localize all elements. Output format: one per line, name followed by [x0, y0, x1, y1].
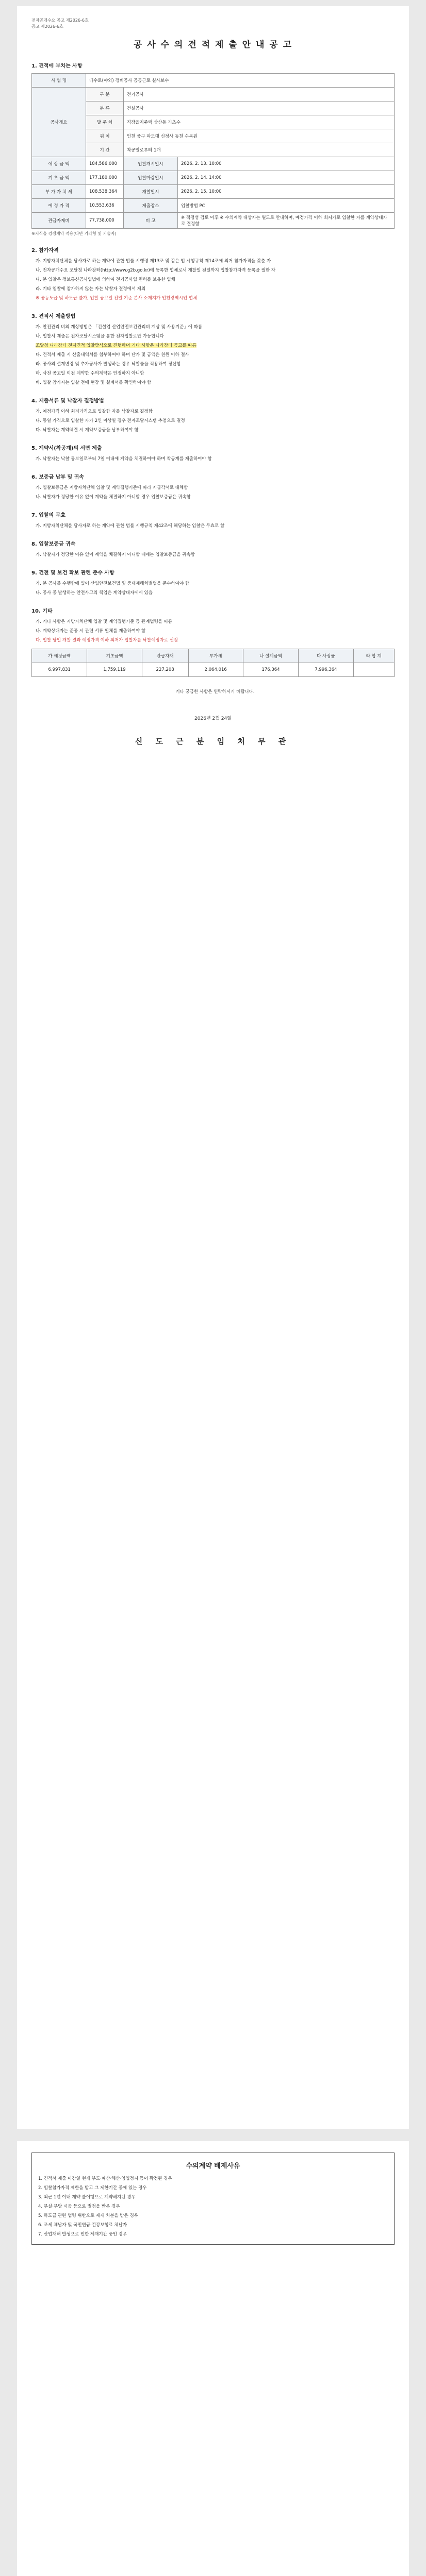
section-4-title: 4. 제출서류 및 낙찰자 결정방법: [31, 398, 104, 404]
exclusion-box: [31, 2153, 395, 2245]
page-exclusion: [17, 2141, 409, 2576]
bid-info-table: 사 업 명 배수로(야외) 정비공사 공공근로 실사보수 공사개요 구 분 전기공사 분 류 건설공사 발 주 처 직장을지주택 삼산동 기초수 위 치 인천 중구 파도대 신정사 동천 수목원 기 간 착공일로부터 1개 예 상 금 액 184,586,000 입찰개시일시 2026. 2. 13. 10:00 기 초 금 액 177,180,000 입찰마감일시 2026. 2. 14. 14:00 부 가 가 치 세 108,538,364 개찰일시 2026. 2. 15. 10:00 예 정 가 격 10,553,636 제출장소 입찰방법 PC 관급자재비 77,738,000 비 고 ※ 적정성 검토 이후 ※ 수의계약 대상자는 별도로 안내하며, 예정가격 이하 최저가로 입찰한 자를 계약상대자로 결정함: [31, 73, 395, 229]
exclusion-title: 수의계약 배제사유: [186, 2162, 240, 2170]
section-7-title: 7. 입찰의 무효: [31, 513, 66, 518]
list-item: 4. 부실·부당 시공 등으로 벌점을 받은 경우: [38, 2204, 120, 2209]
announcement-date: 2026년 2월 24일: [194, 716, 232, 721]
list-item: 6. 조세 체납자 및 국민연금·건강보험료 체납자: [38, 2223, 127, 2228]
list-item: 1. 견적서 제출 마감일 현재 부도·파산·해산·영업정지 등이 확정된 경우: [38, 2176, 172, 2181]
paragraph: 다. 본 입찰은 정보통신공사업법에 의하여 전기공사업 면허를 보유한 업체: [36, 277, 175, 282]
paragraph: 가. 안전관리 비의 계상방법은 「건설업 산업안전보건관리비 계상 및 사용기준」에 따름: [36, 325, 203, 330]
paragraph: 마. 사전 공고일 이전 계약한 수의계약은 인정하지 아니함: [36, 371, 144, 376]
section-3-title: 3. 견적서 제출방법: [31, 314, 76, 319]
paragraph: 나. 공사 중 발생하는 안전사고의 책임은 계약상대자에게 있음: [36, 590, 153, 596]
warning-paragraph: 다. 입찰 당일 개찰 결과 예정가격 이하 최저가 입찰자를 낙찰예정자로 선정: [36, 638, 178, 643]
section-9-title: 9. 건전 및 보건 확보 관련 준수 사항: [31, 570, 114, 576]
paragraph: 가. 본 공사를 수행함에 있어 산업안전보건법 및 중대재해처벌법을 준수하여야 함: [36, 581, 189, 586]
paragraph: 가. 예정가격 이하 최저가격으로 입찰한 자를 낙찰자로 결정함: [36, 409, 153, 414]
paragraph: 나. 입찰서 제출은 전자조달시스템을 통한 전자입찰로만 가능합니다: [36, 334, 164, 339]
page-announcement: [17, 6, 409, 2129]
paragraph: 나. 전자공개수요 조달청 나라장터(http://www.g2b.go.kr)에 등록한 업체로서 개찰일 전일까지 입찰참가자격 등록을 필한 자: [36, 268, 275, 273]
paragraph: 다. 낙찰자는 계약체결 시 계약보증금을 납부하여야 함: [36, 428, 139, 433]
paragraph: 나. 동일 가격으로 입찰한 자가 2인 이상일 경우 전자조달시스템 추첨으로 결정: [36, 418, 185, 423]
section-8-title: 8. 입찰보증금 귀속: [31, 541, 76, 547]
section-5-title: 5. 계약서(착공계)의 서면 제출: [31, 446, 102, 451]
section-2-title: 2. 참가자격: [31, 248, 59, 253]
section-6-title: 6. 보증금 납부 및 귀속: [31, 474, 84, 480]
list-item: 7. 산업재해 발생으로 인한 제재기간 중인 경우: [38, 2232, 127, 2237]
list-item: 5. 하도급 관련 법령 위반으로 제재 처분을 받은 경우: [38, 2213, 138, 2218]
paragraph: 가. 낙찰자는 낙찰 통보일로부터 7일 이내에 계약을 체결하여야 하며 착공계를 제출하여야 함: [36, 456, 212, 462]
announcement-number: 공고 제2026-6호: [31, 24, 63, 29]
paragraph: 가. 지방자치단체를 당사자로 하는 계약에 관한 법률 시행규칙 제42조에 해당하는 입찰은 무효로 함: [36, 523, 225, 529]
table-note: ※지식을 경쟁계약 적용(다만 기각형 및 기술자): [31, 231, 117, 236]
section-10-title: 10. 기타: [31, 608, 53, 614]
price-table: 가 예정금액 기초금액 관급자재 부가세 나 설계금액 다 사정율 라 합 계 6,997,831 1,759,119 227,208 2,064,016 176,364 7,996,364: [31, 649, 395, 677]
list-item: 3. 최근 1년 이내 계약 불이행으로 계약해지된 경우: [38, 2195, 136, 2200]
document-title: 공 사 수 의 견 적 제 출 안 내 공 고: [133, 40, 293, 50]
paragraph: 다. 견적서 제출 시 산출내역서를 첨부하여야 하며 단가 및 금액은 천원 이하 절사: [36, 352, 189, 358]
paragraph: 가. 지방자치단체를 당사자로 하는 계약에 관한 법률 시행령 제13조 및 같은 법 시행규칙 제14조에 의거 참가자격을 갖춘 자: [36, 259, 271, 264]
paragraph: 라. 기타 입찰에 참가하지 않는 자는 낙찰자 결정에서 제외: [36, 286, 146, 292]
list-item: 2. 입찰참가자격 제한을 받고 그 제한기간 중에 있는 경우: [38, 2185, 147, 2191]
paragraph: 가. 기타 사항은 지방자치단체 입찰 및 계약집행기준 등 관계법령을 따름: [36, 619, 173, 624]
paragraph: 라. 공사의 설계변경 및 추가공사가 발생하는 경우 낙찰률을 적용하여 정산함: [36, 362, 181, 367]
paragraph: 바. 입찰 참가자는 입찰 전에 현장 및 설계서를 확인하여야 함: [36, 380, 152, 385]
paragraph: 나. 낙찰자가 정당한 이유 없이 계약을 체결하지 아니할 경우 입찰보증금은 귀속함: [36, 495, 191, 500]
paragraph: 나. 계약상대자는 준공 시 관련 서류 일체를 제출하여야 함: [36, 629, 146, 634]
paragraph: 가. 낙찰자가 정당한 이유 없이 계약을 체결하지 아니할 때에는 입찰보증금을 귀속함: [36, 552, 195, 557]
issuer-name: 신 도 근 분 임 처 무 관: [135, 737, 291, 746]
document-number: 전자공개수요 공고 제2026-6호: [31, 18, 89, 23]
warning-paragraph: ※ 공동도급 및 하도급 불가, 입찰 공고일 전일 기준 본사 소재지가 인천광역시인 업체: [36, 296, 198, 301]
paragraph: 가. 입찰보증금은 지방자치단체 입찰 및 계약집행기준에 따라 지급각서로 대체함: [36, 485, 188, 490]
highlighted-text: 조달청 나라장터 전자견적 입찰방식으로 진행하며 기타 사항은 나라장터 공고를 따름: [36, 343, 196, 348]
section-1-title: 1. 견적에 부치는 사항: [31, 63, 83, 69]
closing-text: 기타 궁금한 사항은 연락하시기 바랍니다.: [175, 689, 255, 694]
